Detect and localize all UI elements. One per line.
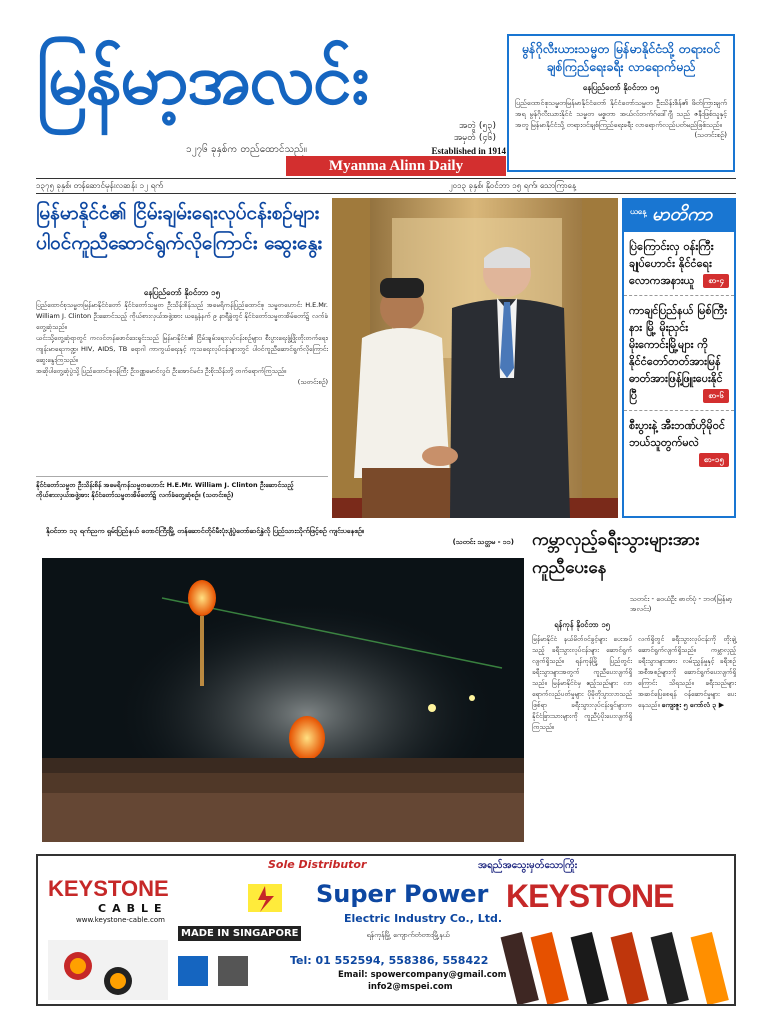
masthead bbox=[36, 34, 506, 174]
meeting-photo bbox=[332, 198, 618, 518]
advertisement bbox=[36, 854, 736, 1006]
lead-photo-caption: နိုင်ငံတော်သမ္မတ ဦးသိန်းစိန် အမေရိကန်သမ္မတဟောင်း H.E.Mr. William J. Clinton ဦးဆောင်သည့် ကိုယ်စားလှယ်အဖွဲ့အား နိုင်ငံတော်သမ္မတအိမ်တော်၌ လက်ခံတွေ့ဆုံစဉ်။ (သတင်းစဉ်) bbox=[36, 476, 328, 500]
ad-email[interactable]: Email: spowercompany@gmail.com bbox=[338, 970, 507, 980]
issue-number: အတွဲ (၅၃) အမှတ် (၄၆) bbox=[453, 121, 496, 143]
festival-photo-image bbox=[42, 558, 524, 842]
caption-source: (သတင်းစဉ်) bbox=[202, 491, 234, 499]
lead-paragraph: ယင်းသို့တွေ့ဆုံရာတွင် ကလင်တန်ဖောင်ဒေးရှင်းသည် မြန်မာနိုင်ငံ၏ ငြိမ်းချမ်းရေးလုပ်ငန်းစဉ်များ၊ စီးပွားရေးဖွံ့ဖြိုးတိုးတက်ရေး၊ ကျန်းမာရေးကဏ္ဍ၊ HIV, AIDS, TB ရောဂါ ကာကွယ်ရေးနှင့် ကုသရေးလုပ်ငန်းများတွင် ပါဝင်ကူညီဆောင်ရွက်လိုကြောင်း ဆွေးနွေးကြသည်။ bbox=[36, 334, 328, 364]
myanmar-date: ၁၃၇၅ ခုနှစ်၊ တန်ဆောင်မုန်းလဆန်း ၁၂ ရက် bbox=[36, 181, 163, 190]
story2-headline: ကမ္ဘာလှည့်ခရီးသွားများအား ကူညီပေးနေ bbox=[532, 530, 700, 578]
story2-column: မြန်မာနိုင်ငံ နယ်မိတ်ဝင်ခွင့်များ ပေးအပ်သည့် ခရီးသွားလုပ်ငန်းများ ဆောင်ရွက်လျက်ရှိသည်။ ရန်ကုန်မြို့ ပြည်တွင်း ခရီးသွားများအတွက် ကူညီပေးလျက်ရှိသည်။ မြန်မာနိုင်ငံမှ ဧည့်သည်များ လာရောက်လည်ပတ်မှုများ ပိုမိုတိုးပွားလာသည်ဖြစ်ရာ ခရီးသွားလုပ်ငန်းရှင်များက နိုင်ငံခြားသားများကို ကူညီပံ့ပိုးပေးလျက်ရှိကြသည်။ bbox=[532, 635, 632, 731]
top-box-dateline: နေပြည်တော် နိုဝင်ဘာ ၁၅ bbox=[582, 83, 660, 92]
top-box-headline: မွန်ဂိုလီးယားသမ္မတ မြန်မာနိုင်ငံသို့ တရားဝင်ချစ်ကြည်ရေးခရီး လာရောက်မည် bbox=[521, 41, 721, 74]
top-news-box bbox=[507, 34, 735, 172]
festival-photo bbox=[42, 558, 524, 842]
gregorian-date: ၂၀၁၃ ခုနှစ်၊ နိုဝင်ဘာ ၁၅ ရက်၊ သောကြာနေ့ bbox=[448, 181, 576, 190]
founded-text: ၁၂၇၆ ခုနှစ်က တည်ထောင်သည်။ bbox=[186, 144, 307, 155]
cable-text: CABLE bbox=[98, 902, 168, 915]
inside-header: ယနေ့ မာတိကာ bbox=[624, 200, 734, 232]
inside-item[interactable]: ပြဲကြောင်းလှ ဝန်းကြီးချုပ်ဟောင်း နိုင်ငံရေးလောကအနားယူ စာ-၄ bbox=[624, 232, 734, 296]
dateline-bar bbox=[36, 178, 736, 194]
story2-dateline: ရန်ကုန် နိုဝင်ဘာ ၁၅ bbox=[554, 620, 610, 629]
lead-dateline: နေပြည်တော် နိုဝင်ဘာ ၁၅ bbox=[143, 288, 221, 297]
festival-caption: နိုဝင်ဘာ ၁၃ ရက်ညက ရှမ်းပြည်နယ် တောင်ကြီးမြို့ တန်ဆောင်တိုင်မီးပုံးပျံပွဲတော်ဆင်နွှဲလို ပြည်သားသိုက်ဖြင့်စဉ် ကျင်းပနေစဉ်။ (သတင်း သတ္တမ - ၁၁) bbox=[46, 527, 514, 546]
meeting-photo-image bbox=[332, 198, 618, 518]
distributor-label: Sole Distributor bbox=[268, 858, 367, 871]
ad-website[interactable]: www.keystone-cable.com bbox=[76, 916, 165, 924]
english-title: Myanma Alinn Daily bbox=[286, 156, 506, 176]
lead-paragraph: အဆိုပါတွေ့ဆုံပွဲသို့ ပြည်ထောင်စုဝန်ကြီး ဦးဝဏ္ဏမောင်လွင်၊ ဦးအောင်မင်း၊ ဦးစိုးသိန်းတို့ တက်ရောက်ကြသည်။ bbox=[36, 367, 287, 375]
ad-address: ရန်ကုန်မြို့ ကျောက်တံတားမြို့နယ် bbox=[366, 931, 450, 939]
ad-slogan: အရည်အသွေးမှတ်သောကြိုး bbox=[478, 860, 578, 871]
story2-byline: သတင်း - ဝေယံဦး ဓာတ်ပုံ - ဘဝ(မြန်မာ့အလင်း) bbox=[630, 595, 733, 613]
keystone-logo-right: KEYSTONE bbox=[506, 878, 674, 914]
page-badge: စာ-၁၅ bbox=[699, 453, 729, 467]
inside-contents-box bbox=[622, 198, 736, 518]
keystone-logo-left: KEYSTONE bbox=[48, 876, 169, 901]
lead-source: (သတင်းစဉ်) bbox=[297, 378, 328, 386]
newspaper-logo: မြန်မာ့အလင်း bbox=[36, 37, 368, 120]
top-box-body: ပြည်ထောင်စုသမ္မတမြန်မာနိုင်ငံတော် နိုင်ငံတော်သမ္မတ ဦးသိန်းစိန်၏ ဖိတ်ကြားချက်အရ မွန်ဂိုလီးယားနိုင်ငံ သမ္မတ မစ္စတာ အယ်လ်ဘက်ဂ်ဒေါ်ဂျီ သည် ဇနီးဖြစ်သူနှင့်အတူ မြန်မာနိုင်ငံသို့ တရားဝင်ချစ်ကြည်ရေးခရီး လာရောက်လည်ပတ်မည်ဖြစ်သည်။ bbox=[515, 99, 727, 129]
page-badge: စာ-၄ bbox=[703, 274, 729, 288]
super-power-logo: Super Power bbox=[316, 880, 489, 908]
festival-source: (သတင်း သတ္တမ - ၁၁) bbox=[452, 538, 514, 546]
inside-item[interactable]: စီးပွားနဲ့ အီးဘဏ်ဟိုမိုဝင် ဘယ်သူတွက်မလဲ စာ-၁၅ bbox=[624, 411, 734, 457]
lead-headline: မြန်မာနိုင်ငံ၏ ငြိမ်းချမ်းရေးလုပ်ငန်းစဉ်များ ပါဝင်ကူညီဆောင်ရွက်လိုကြောင်း ဆွေးနွေး bbox=[36, 202, 323, 254]
page-badge: စာ-၆ bbox=[703, 389, 729, 403]
ad-telephone: Tel: 01 552594, 558386, 558422 bbox=[290, 954, 489, 967]
inside-item[interactable]: ကာချင်ပြည်နယ် မြစ်ကြီးနား မြို့ မိုးညှင်း မိုးကောင်းမြို့များ ကို နိုင်ငံတော်တတ်အားမြန် ဓာတ်အားဖြန့်ဖြူးပေးနိုင်ပြီ စာ-၆ bbox=[624, 296, 734, 411]
made-in-badge: MADE IN SINGAPORE bbox=[178, 926, 301, 941]
continued-link[interactable]: ကျေးဇူး ၅ ကော်လံ ၃ ▶ bbox=[661, 701, 725, 709]
lead-paragraph: ပြည်ထောင်စုသမ္မတမြန်မာနိုင်ငံတော် နိုင်ငံတော်သမ္မတ ဦးသိန်းစိန်သည် အမေရိကန်ပြည်ထောင်စု သမ္မတဟောင်း H.E.Mr. William J. Clinton ဦးဆောင်သည့် ကိုယ်စားလှယ်အဖွဲ့အား ယနေ့နံနက် ၉ နာရီခွဲတွင် နိုင်ငံတော်သမ္မတအိမ်တော်၌ လက်ခံတွေ့ဆုံသည်။ bbox=[36, 301, 328, 331]
ad-info-email[interactable]: info2@mspei.com bbox=[368, 982, 453, 992]
lead-body bbox=[36, 300, 328, 388]
company-subtitle: Electric Industry Co., Ltd. bbox=[344, 912, 503, 925]
established-text: Established in 1914 bbox=[431, 146, 506, 156]
top-box-source: (သတင်းစဉ်) bbox=[694, 131, 727, 139]
story2-column: လက်ရှိတွင် ခရီးသွားလုပ်ငန်းကို တိုးချဲ့ဆောင်ရွက်လျက်ရှိသည်။ ကမ္ဘာလှည့်ခရီးသွားများအား လမ်းညွှန်မှုနှင့် ခရီးစဉ်အစီအစဉ်များကို ဆောင်ရွက်ပေးလျက်ရှိကြောင်း သိရသည်။ ခရီးသည်များ အဆင်ပြေစေရန် ဝန်ဆောင်မှုများ ပေးနေသည်။ ကျေးဇူး ၅ ကော်လံ ၃ ▶ bbox=[638, 635, 736, 709]
